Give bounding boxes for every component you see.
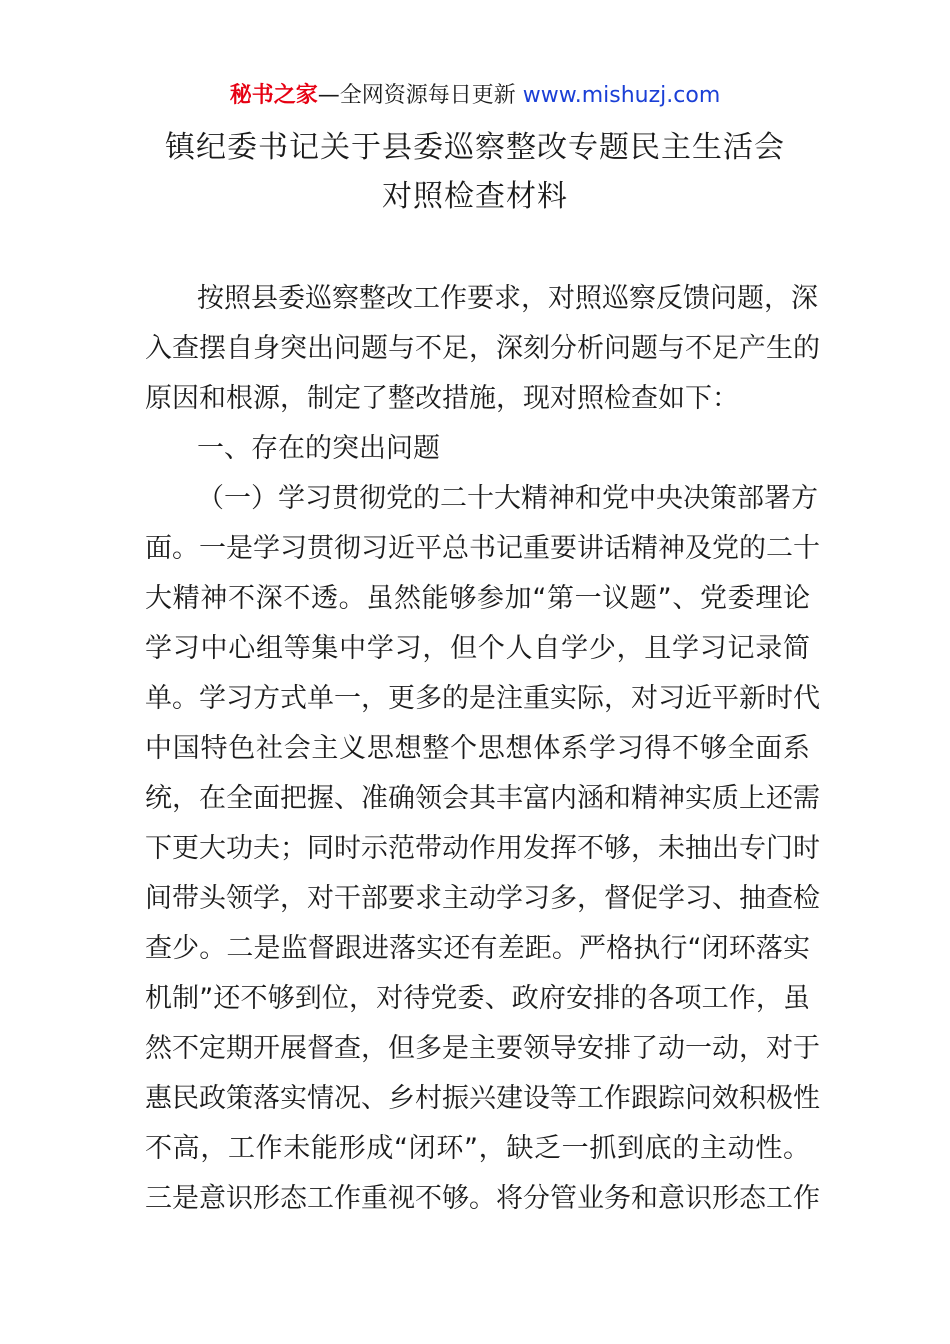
paragraph-line: 三是意识形态工作重视不够。将分管业务和意识形态工作 bbox=[145, 1183, 820, 1214]
paragraph-line: 入查摆自身突出问题与不足，深刻分析问题与不足产生的 bbox=[145, 333, 820, 364]
paragraph-line: 不高，工作未能形成“闭环”，缺乏一抓到底的主动性。 bbox=[145, 1133, 810, 1164]
banner-slogan: —全网资源每日更新 bbox=[317, 83, 516, 108]
document-title-line-1: 镇纪委书记关于县委巡察整改专题民主生活会 bbox=[165, 130, 785, 165]
document-body bbox=[145, 276, 820, 1226]
paragraph-line: 机制”还不够到位，对待党委、政府安排的各项工作，虽 bbox=[145, 983, 810, 1014]
brand-name: 秘书之家 bbox=[229, 83, 318, 108]
paragraph-line: 面。一是学习贯彻习近平总书记重要讲话精神及党的二十 bbox=[145, 533, 820, 564]
paragraph-line: 查少。二是监督跟进落实还有差距。严格执行“闭环落实 bbox=[145, 933, 810, 964]
paragraph-line: 单。学习方式单一，更多的是注重实际，对习近平新时代 bbox=[145, 683, 820, 714]
paragraph-line: （一）学习贯彻党的二十大精神和党中央决策部署方 bbox=[197, 483, 818, 514]
paragraph-line: 下更大功夫；同时示范带动作用发挥不够，未抽出专门时 bbox=[145, 833, 820, 864]
section-heading: 一、存在的突出问题 bbox=[197, 433, 440, 464]
document-title-line-2: 对照检查材料 bbox=[382, 179, 568, 214]
paragraph-line: 中国特色社会主义思想整个思想体系学习得不够全面系 bbox=[145, 733, 810, 764]
site-url[interactable]: www.mishuzj.com bbox=[522, 83, 721, 108]
paragraph-line: 统，在全面把握、准确领会其丰富内涵和精神实质上还需 bbox=[145, 783, 820, 814]
paragraph-line: 然不定期开展督查，但多是主要领导安排了动一动，对于 bbox=[145, 1033, 820, 1064]
site-banner bbox=[0, 80, 950, 112]
paragraph-line: 大精神不深不透。虽然能够参加“第一议题”、党委理论 bbox=[145, 583, 810, 614]
paragraph-line: 原因和根源，制定了整改措施，现对照检查如下： bbox=[145, 383, 739, 414]
paragraph-line: 惠民政策落实情况、乡村振兴建设等工作跟踪问效积极性 bbox=[145, 1083, 820, 1114]
paragraph-line: 间带头领学，对干部要求主动学习多，督促学习、抽查检 bbox=[145, 883, 820, 914]
paragraph-line: 学习中心组等集中学习，但个人自学少，且学习记录简 bbox=[145, 633, 810, 664]
paragraph-line: 按照县委巡察整改工作要求，对照巡察反馈问题，深 bbox=[197, 283, 818, 314]
